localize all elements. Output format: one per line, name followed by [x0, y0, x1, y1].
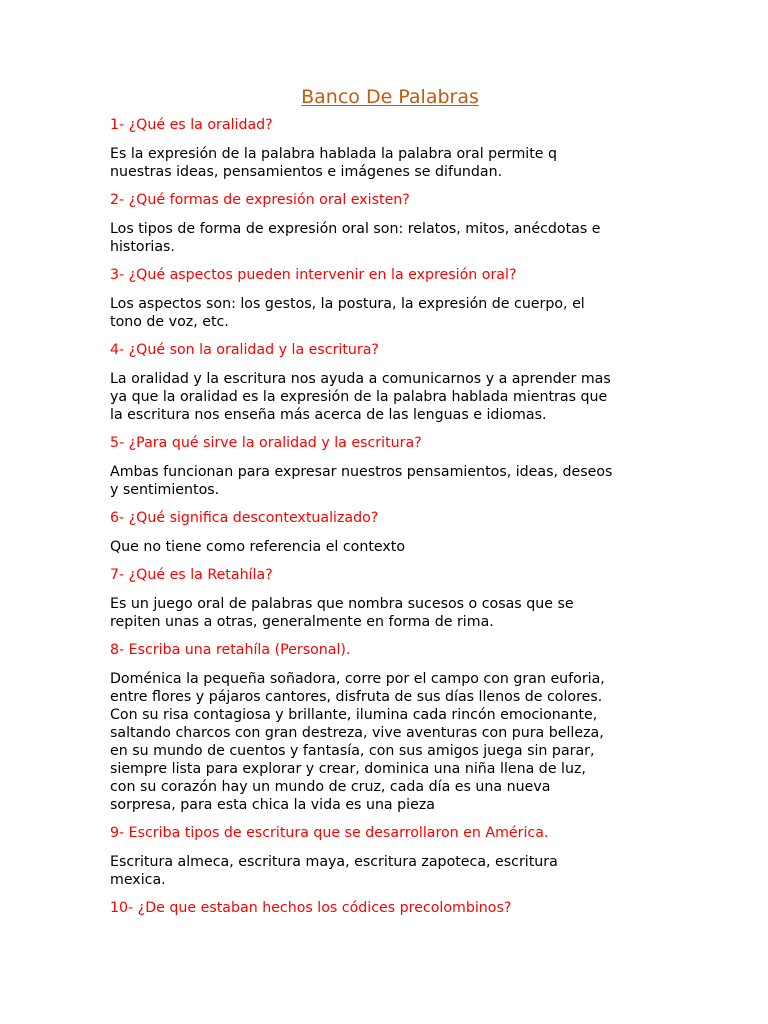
answer-line: repiten unas a otras, generalmente en forma de rima.	[110, 614, 494, 630]
answer-line: siempre lista para explorar y crear, dominica una niña llena de luz,	[110, 761, 586, 777]
question-heading: 6- ¿Qué significa descontextualizado?	[110, 510, 379, 526]
answer-line: Con su risa contagiosa y brillante, ilumina cada rincón emocionante,	[110, 707, 598, 723]
answer-line: historias.	[110, 239, 175, 255]
answer-line: ya que la oralidad es la expresión de la palabra hablada mientras que	[110, 389, 608, 405]
answer-paragraph	[110, 853, 670, 889]
answer-line: Ambas funcionan para expresar nuestros pensamientos, ideas, deseos	[110, 464, 613, 480]
question-answer-list	[110, 116, 670, 917]
question-heading: 8- Escriba una retahíla (Personal).	[110, 642, 351, 658]
document-title: Banco De Palabras	[301, 86, 479, 108]
answer-line: La oralidad y la escritura nos ayuda a comunicarnos y a aprender mas	[110, 371, 611, 387]
question-heading: 1- ¿Qué es la oralidad?	[110, 117, 273, 133]
answer-line: Que no tiene como referencia el contexto	[110, 539, 406, 555]
answer-line: Es un juego oral de palabras que nombra sucesos o cosas que se	[110, 596, 574, 612]
answer-line: entre flores y pájaros cantores, disfruta de sus días llenos de colores.	[110, 689, 603, 705]
answer-line: en su mundo de cuentos y fantasía, con sus amigos juega sin parar,	[110, 743, 595, 759]
answer-paragraph	[110, 538, 670, 556]
question-heading: 2- ¿Qué formas de expresión oral existen?	[110, 192, 410, 208]
question-heading: 3- ¿Qué aspectos pueden intervenir en la expresión oral?	[110, 267, 517, 283]
answer-line: nuestras ideas, pensamientos e imágenes se difundan.	[110, 164, 503, 180]
question-heading: 5- ¿Para qué sirve la oralidad y la escritura?	[110, 435, 422, 451]
answer-line: con su corazón hay un mundo de cruz, cada día es una nueva	[110, 779, 551, 795]
answer-line: mexica.	[110, 872, 166, 888]
answer-paragraph	[110, 145, 670, 181]
answer-paragraph	[110, 595, 670, 631]
answer-line: Escritura almeca, escritura maya, escritura zapoteca, escritura	[110, 854, 558, 870]
answer-line: Es la expresión de la palabra hablada la palabra oral permite q	[110, 146, 558, 162]
answer-paragraph	[110, 463, 670, 499]
answer-line: Los aspectos son: los gestos, la postura, la expresión de cuerpo, el	[110, 296, 585, 312]
question-heading: 7- ¿Qué es la Retahíla?	[110, 567, 273, 583]
answer-paragraph	[110, 670, 670, 814]
document-page	[110, 86, 670, 928]
answer-line: saltando charcos con gran destreza, vive aventuras con pura belleza,	[110, 725, 604, 741]
answer-line: y sentimientos.	[110, 482, 220, 498]
answer-line: la escritura nos enseña más acerca de las lenguas e idiomas.	[110, 407, 547, 423]
question-heading: 9- Escriba tipos de escritura que se desarrollaron en América.	[110, 825, 549, 841]
answer-line: tono de voz, etc.	[110, 314, 229, 330]
question-heading: 4- ¿Qué son la oralidad y la escritura?	[110, 342, 379, 358]
answer-paragraph	[110, 295, 670, 331]
answer-line: Doménica la pequeña soñadora, corre por el campo con gran euforia,	[110, 671, 605, 687]
answer-line: sorpresa, para esta chica la vida es una pieza	[110, 797, 435, 813]
answer-paragraph	[110, 370, 670, 424]
answer-line: Los tipos de forma de expresión oral son: relatos, mitos, anécdotas e	[110, 221, 601, 237]
answer-paragraph	[110, 220, 670, 256]
question-heading: 10- ¿De que estaban hechos los códices precolombinos?	[110, 900, 512, 916]
